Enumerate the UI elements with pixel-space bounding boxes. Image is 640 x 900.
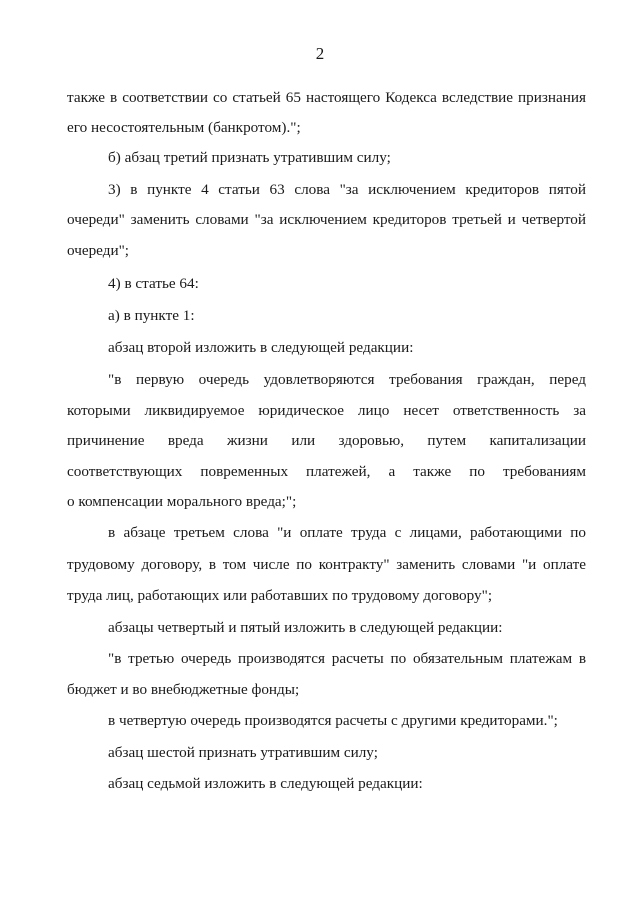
text-line: также в соответствии со статьей 65 настоящего Кодекса вследствие признания <box>67 89 586 106</box>
text-line: 3) в пункте 4 статьи 63 слова "за исключением кредиторов пятой <box>108 181 586 198</box>
text-line: абзац второй изложить в следующей редакции: <box>108 339 414 356</box>
text-line: абзац шестой признать утратившим силу; <box>108 744 378 761</box>
text-line: а) в пункте 1: <box>108 307 195 324</box>
text-line: абзацы четвертый и пятый изложить в следующей редакции: <box>108 619 503 636</box>
text-line: которыми ликвидируемое юридическое лицо несет ответственность за <box>67 402 586 419</box>
text-line: очереди" заменить словами "за исключением кредиторов третьей и четвертой <box>67 211 586 228</box>
text-line: труда лиц, работающих или работавших по трудовому договору"; <box>67 587 493 604</box>
page-number: 2 <box>315 44 325 63</box>
text-line: в абзаце третьем слова "и оплате труда с лицами, работающими по <box>108 524 586 541</box>
text-line: 4) в статье 64: <box>108 275 199 292</box>
text-line: соответствующих повременных платежей, а также по требованиям <box>67 463 586 480</box>
text-line: в четвертую очередь производятся расчеты с другими кредиторами."; <box>108 712 558 729</box>
text-line: трудовому договору, в том числе по контракту" заменить словами "и оплате <box>67 556 586 573</box>
text-line: "в первую очередь удовлетворяются требования граждан, перед <box>108 371 586 388</box>
text-line: его несостоятельным (банкротом)."; <box>67 119 301 136</box>
text-line: "в третью очередь производятся расчеты по обязательным платежам в <box>108 650 586 667</box>
text-line: очереди"; <box>67 242 129 259</box>
text-line: абзац седьмой изложить в следующей редакции: <box>108 775 423 792</box>
text-line: б) абзац третий признать утратившим силу; <box>108 149 391 166</box>
text-line: бюджет и во внебюджетные фонды; <box>67 681 300 698</box>
text-line: о компенсации морального вреда;"; <box>67 493 297 510</box>
text-line: причинение вреда жизни или здоровью, путем капитализации <box>67 432 586 449</box>
